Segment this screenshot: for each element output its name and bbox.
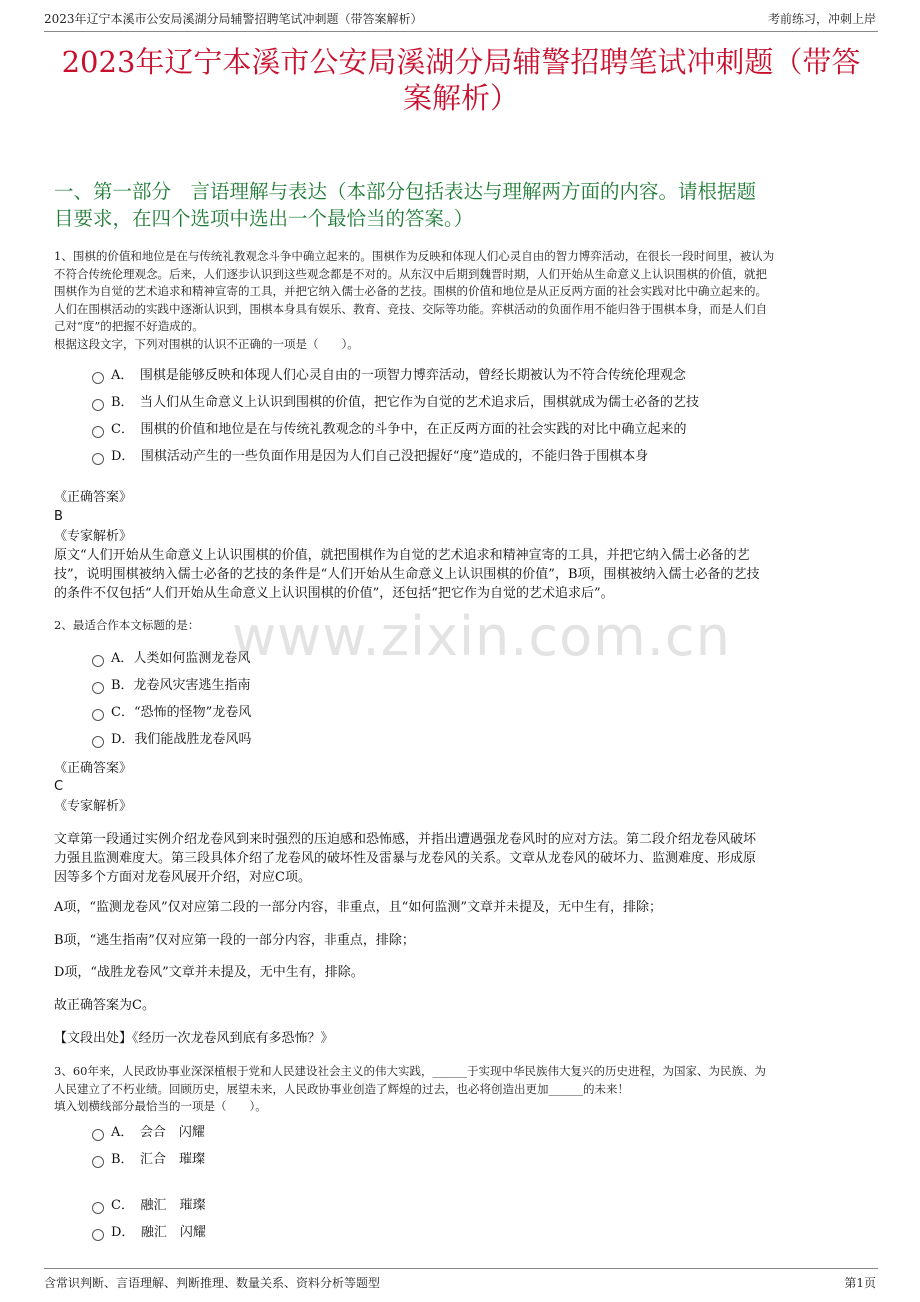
radio-icon[interactable] — [92, 682, 104, 694]
q2-source: 【文段出处】《经历一次龙卷风到底有多恐怖？》 — [54, 1031, 334, 1046]
q1-analysis — [54, 546, 866, 603]
option-label: A．人类如何监测龙卷风 — [111, 651, 251, 666]
q1-answer-label: 《正确答案》 — [54, 490, 133, 505]
radio-icon[interactable] — [92, 426, 104, 438]
option-label: A． 会合 闪耀 — [111, 1125, 205, 1140]
radio-icon[interactable] — [92, 709, 104, 721]
q2-point-b: B项，“逃生指南”仅对应第一段的一部分内容，非重点，排除； — [54, 933, 415, 948]
section-heading — [54, 178, 874, 232]
q1-stem-line: 己对“度”的把握不好造成的。 — [54, 319, 204, 333]
q2-answer: C — [54, 779, 64, 794]
q2-analysis-line: 因等多个方面对龙卷风展开介绍，对应C项。 — [54, 870, 311, 885]
page-title — [44, 44, 878, 116]
option-label: B． 当人们从生命意义上认识到围棋的价值，把它作为自觉的艺术追求后，围棋就成为儒士必备的艺技 — [111, 395, 700, 410]
q1-analysis-line: 原文“人们开始从生命意义上认识围棋的价值，就把围棋作为自觉的艺术追求和精神宣寄的工具，并把它纳入儒士必备的艺 — [54, 548, 750, 563]
q2-conclusion: 故正确答案为C。 — [54, 998, 155, 1013]
q2-answer-label: 《正确答案》 — [54, 761, 133, 776]
q1-stem-line: 不符合传统伦理观念。后来，人们逐步认识到这些观念都是不对的。从东汉中后期到魏晋时期，人们开始从生命意义上认识围棋的价值，就把 — [54, 266, 767, 281]
watermark: www.zixin.com.cn — [232, 605, 731, 668]
page-title-line1: 2023年辽宁本溪市公安局溪湖分局辅警招聘笔试冲刺题（带答 — [61, 45, 861, 79]
option-label: C．“恐怖的怪物”龙卷风 — [111, 705, 252, 720]
header-slogan: 考前练习，冲刺上岸 — [767, 12, 876, 26]
q2-analysis-line: 力强且监测难度大。第三段具体介绍了龙卷风的破坏性及雷暴与龙卷风的关系。文章从龙卷风的破坏力、监测难度、形成原 — [54, 851, 757, 866]
q1-option-c[interactable] — [92, 421, 872, 441]
q2-point-d: D项，“战胜龙卷风”文章并未提及，无中生有，排除。 — [54, 965, 364, 980]
q1-analysis-line: 技”，说明围棋被纳入儒士必备的艺技的条件是“人们开始从生命意义上认识围棋的价值”，B项，围棋被纳入儒士必备的艺技 — [54, 567, 760, 582]
q2-option-c[interactable] — [92, 704, 872, 724]
q2-stem: 2、最适合作本文标题的是： — [54, 618, 200, 632]
q2-point-a: A项，“监测龙卷风”仅对应第二段的一部分内容，非重点，且“如何监测”文章并未提及，无中生有，排除； — [54, 900, 662, 915]
option-label: D．我们能战胜龙卷风吗 — [111, 732, 252, 747]
option-label: A． 围棋是能够反映和体现人们心灵自由的一项智力博弈活动，曾经长期被认为不符合传统伦理观念 — [111, 368, 686, 383]
q1-question: 根据这段文字，下列对围棋的认识不正确的一项是（ ）。 — [54, 336, 359, 351]
radio-icon[interactable] — [92, 655, 104, 667]
radio-icon[interactable] — [92, 453, 104, 465]
q1-option-b[interactable] — [92, 394, 872, 414]
radio-icon[interactable] — [92, 1202, 104, 1214]
q1-analysis-label: 《专家解析》 — [54, 529, 133, 544]
q3-option-a[interactable] — [92, 1124, 872, 1144]
section-heading-line1: 一、第一部分 言语理解与表达（本部分包括表达与理解两方面的内容。请根据题 — [54, 180, 757, 203]
radio-icon[interactable] — [92, 736, 104, 748]
option-label: B． 汇合 璀璨 — [111, 1152, 206, 1167]
q2-option-d[interactable] — [92, 731, 872, 751]
q3-question: 填入划横线部分最恰当的一项是（ ）。 — [54, 1099, 267, 1113]
q1-answer: B — [54, 509, 63, 524]
q3-stem-line: 3、60年来，人民政协事业深深植根于党和人民建设社会主义的伟大实践，______于实现中华民族伟大复兴的历史进程，为国家、为民族、为 — [54, 1064, 766, 1078]
option-label: D． 融汇 闪耀 — [111, 1225, 206, 1240]
q3-stem-line: 人民建立了不朽业绩。回顾历史，展望未来，人民政协事业创造了辉煌的过去，也必将创造出更加______的未来！ — [54, 1081, 629, 1096]
page-number: 第1页 — [844, 1276, 876, 1290]
option-label: C． 围棋的价值和地位是在与传统礼教观念的斗争中，在正反两方面的社会实践的对比中确立起来的 — [111, 422, 687, 437]
header-divider — [44, 31, 878, 32]
q2-analysis-label: 《专家解析》 — [54, 799, 133, 814]
radio-icon[interactable] — [92, 399, 104, 411]
q1-stem-line: 人们在围棋活动的实践中逐渐认识到，围棋本身具有娱乐、教育、竞技、交际等功能。弈棋活动的负面作用不能归咎于围棋本身，而是人们自 — [54, 301, 767, 316]
q2-analysis — [54, 830, 866, 887]
q2-option-a[interactable] — [92, 650, 872, 670]
q1-analysis-line: 的条件不仅包括“人们开始从生命意义上认识围棋的价值”，还包括“把它作为自觉的艺术追求后”。 — [54, 586, 614, 601]
footer-note: 含常识判断、言语理解、判断推理、数量关系、资料分析等题型 — [44, 1276, 381, 1290]
q1-stem-line: 围棋作为自觉的艺术追求和精神宣寄的工具，并把它纳入儒士必备的艺技。围棋的价值和地位是从正反两方面的社会实践对比中确立起来的。 — [54, 284, 767, 298]
page-title-line2: 案解析） — [402, 81, 519, 115]
option-label: B．龙卷风灾害逃生指南 — [111, 678, 251, 693]
option-label: C． 融汇 璀璨 — [111, 1198, 206, 1213]
q3-option-b[interactable] — [92, 1151, 872, 1171]
q2-analysis-line: 文章第一段通过实例介绍龙卷风到来时强烈的压迫感和恐怖感，并指出遭遇强龙卷风时的应对方法。第二段介绍龙卷风破坏 — [54, 832, 757, 847]
footer-divider — [44, 1268, 878, 1269]
section-heading-line2: 目要求，在四个选项中选出一个最恰当的答案。） — [54, 207, 474, 230]
q1-stem-line: 1、围棋的价值和地位是在与传统礼教观念斗争中确立起来的。围棋作为反映和体现人们心灵自由的智力博弈活动，在很长一段时间里，被认为 — [54, 249, 775, 263]
radio-icon[interactable] — [92, 1229, 104, 1241]
radio-icon[interactable] — [92, 1156, 104, 1168]
q1-option-d[interactable] — [92, 448, 872, 468]
q2-option-b[interactable] — [92, 677, 872, 697]
q1-stem — [54, 248, 866, 353]
q3-option-d[interactable] — [92, 1224, 872, 1244]
q3-stem — [54, 1063, 866, 1116]
option-label: D． 围棋活动产生的一些负面作用是因为人们自己没把握好“度”造成的，不能归咎于围棋本身 — [111, 449, 649, 464]
radio-icon[interactable] — [92, 1129, 104, 1141]
header-doc-title: 2023年辽宁本溪市公安局溪湖分局辅警招聘笔试冲刺题（带答案解析） — [44, 12, 423, 26]
q1-option-a[interactable] — [92, 367, 872, 387]
q3-option-c[interactable] — [92, 1197, 872, 1217]
radio-icon[interactable] — [92, 372, 104, 384]
